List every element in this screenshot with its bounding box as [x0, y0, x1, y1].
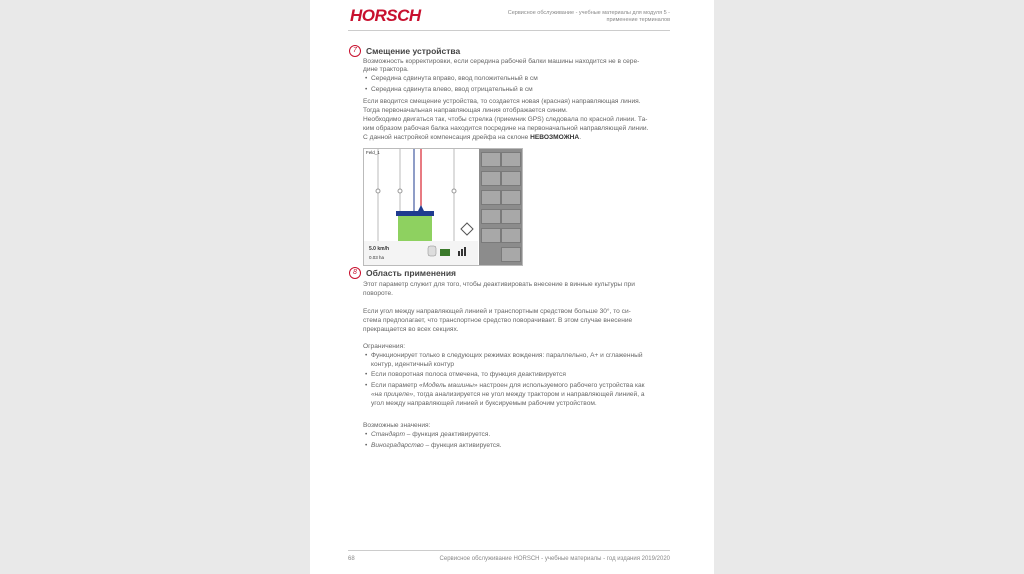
worked-area — [398, 215, 432, 245]
emphasis-impossible: НЕВОЗМОЖНА — [530, 134, 580, 141]
section-7-para-line: Тогда первоначальная направляющая линия отображается синим. — [363, 107, 568, 114]
footer-divider — [348, 550, 670, 551]
restriction-item: • Функционирует только в следующих режимах вождения: параллельно, A+ и сглаженный — [371, 352, 643, 360]
fullscreen-button[interactable] — [481, 209, 501, 224]
sections-button[interactable] — [501, 190, 521, 205]
section-7-number: 7 — [349, 45, 361, 57]
restriction-item-cont: угол между направляющей линией и буксируемым рабочим устройством. — [371, 400, 597, 407]
guidance-button[interactable] — [481, 171, 501, 186]
footer-text: Сервисное обслуживание HORSCH - учебные материалы - год издания 2019/2020 — [439, 556, 670, 562]
header-divider — [348, 30, 670, 31]
restriction-item-cont: «на прицепе», тогда анализируется не угол между трактором и направляющей линией, а — [371, 391, 645, 398]
implement-bar — [396, 211, 434, 216]
value-item: • Виноградарство – функция активируется. — [371, 442, 501, 450]
section-8-number: 8 — [349, 267, 361, 279]
map-view-button[interactable] — [501, 209, 521, 224]
guidance-map — [364, 149, 478, 265]
speed-readout: 5.0 km/h — [369, 246, 390, 252]
restriction-item: • Если поворотная полоса отмечена, то функция деактивируется — [371, 371, 566, 379]
more-button[interactable] — [481, 190, 501, 205]
header-subtitle: Сервисное обслуживание - учебные материалы для модуля 5 - применение терминалов — [507, 10, 670, 23]
section-7-bullet: • Середина сдвинута влево, ввод отрицательный в см — [371, 86, 533, 94]
section-8-para-line: Если угол между направляющей линией и транспортным средством больше 30°, то си- — [363, 308, 631, 315]
value-item: • Стандарт – функция деактивируется. — [371, 431, 490, 439]
area-readout: 0.03 ha — [369, 255, 385, 260]
section-7-para-line: Если вводится смещение устройства, то создается новая (красная) направляющая линия. — [363, 98, 641, 105]
section-8-title: Область применения — [366, 268, 457, 278]
left-margin — [0, 0, 310, 574]
terminal-side-panel — [479, 149, 522, 265]
field-label: Feld_1 — [366, 150, 380, 155]
section-8-para-line: прекращается во всех секциях. — [363, 326, 459, 333]
section-7-title: Смещение устройства — [366, 46, 461, 56]
steering-icon — [461, 223, 473, 235]
restriction-item: • Если параметр «Модель машины» настроен для используемого рабочего устройства как — [371, 382, 645, 390]
section-8-para-line: стема предполагает, что транспортное средство поворачивает. В этом случае внесение — [363, 317, 633, 324]
tank-icon — [428, 246, 436, 256]
tractor-icon — [440, 249, 450, 256]
restriction-item-cont: контур, идентичный контур — [371, 361, 455, 368]
folder-button[interactable] — [501, 228, 521, 243]
horsch-logo: HORSCH — [350, 6, 421, 25]
terminal-screenshot — [363, 148, 523, 266]
back-button[interactable] — [501, 152, 521, 167]
zoom-button[interactable] — [481, 228, 501, 243]
page-number: 68 — [348, 556, 355, 562]
section-7-para-line: Необходимо двигаться так, чтобы стрелка (приемник GPS) следовала по красной линии. Та- — [363, 116, 648, 123]
section-7-intro-1: Возможность корректировки, если середина рабочей балки машины находится не в сере- — [363, 58, 640, 65]
section-7-intro-2: дине трактора. — [363, 66, 409, 73]
section-7-para-line: ким образом рабочая балка находится посредине на первоначальной направляющей линии. — [363, 125, 649, 132]
settings-gear-button[interactable] — [501, 247, 521, 262]
values-title: Возможные значения: — [363, 422, 431, 429]
section-8-intro-1: Этот параметр служит для того, чтобы деактивировать внесение в винные культуры при — [363, 281, 635, 288]
menu-dots-button[interactable] — [481, 152, 501, 167]
right-margin — [714, 0, 1024, 574]
section-7-bullet: • Середина сдвинута вправо, ввод положительный в см — [371, 75, 538, 83]
implement-button[interactable] — [501, 171, 521, 186]
section-8-intro-2: повороте. — [363, 290, 393, 297]
section-7-para-line-last: С данной настройкой компенсация дрейфа на склоне НЕВОЗМОЖНА. — [363, 134, 582, 141]
gps-arrow-icon — [417, 205, 425, 213]
restrictions-title: Ограничения: — [363, 343, 406, 350]
